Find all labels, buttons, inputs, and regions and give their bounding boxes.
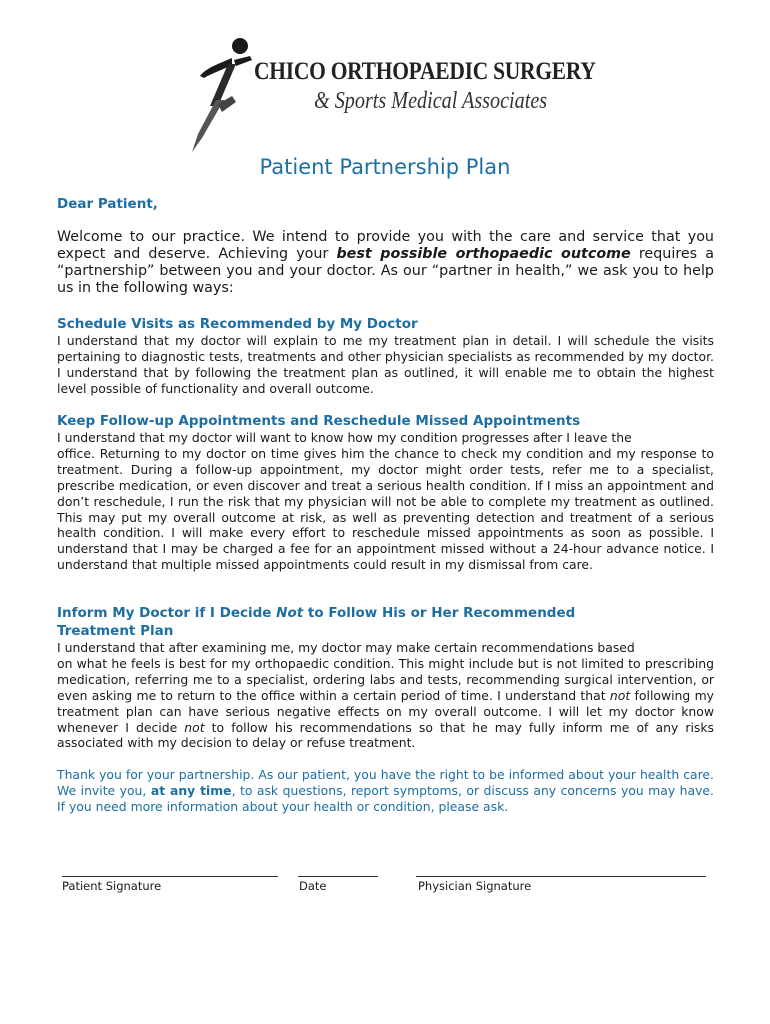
closing-emphasis: at any time: [150, 783, 232, 798]
running-figure-icon: [188, 34, 268, 154]
section-body: on what he feels is best for my orthopaedic condition. This might include but is not limited to prescribing medication, referring me to a specialist, ordering labs and tests, recommending surgical intervention, or even asking me to return to the office within a certain period of time. I understand that not following my treatment plan can have serious negative effects on my overall outcome. I will let my doctor know whenever I decide not to follow his recommendations so that he may fully inform me of any risks associated with my decision to delay or refuse treatment.: [57, 655, 715, 751]
section-body: office. Returning to my doctor on time gives him the chance to check my condition and my response to treatment. During a follow-up appointment, my doctor might order tests, refer me to a specialist, prescribe medication, or even discover and treat a serious health condition. If I miss an appointment and don’t reschedule, I run the risk that my physician will not be able to complete my treatment as outlined. This may put my overall outcome at risk, as well as preventing detection and treatment of a serious health condition. I will make every effort to reschedule missed appointments as soon as possible. I understand that I may be charged a fee for an appointment missed without a 24-hour advance notice. I understand that multiple missed appointments could result in my dismissal from care.: [57, 445, 714, 573]
patient-signature-line[interactable]: [62, 876, 278, 877]
date-label: Date: [299, 879, 327, 893]
closing-paragraph: Thank you for your partnership. As our patient, you have the right to be informed about your health care. We invite you, at any time, to ask questions, report symptoms, or discuss any concerns you may have. If you need more information about your health or condition, please ask.: [57, 767, 714, 814]
section-inform-doctor: [57, 604, 714, 751]
salutation: Dear Patient,: [57, 196, 158, 212]
practice-logo: [188, 34, 596, 154]
date-line[interactable]: [298, 876, 378, 877]
physician-signature-line[interactable]: [416, 876, 706, 877]
section-heading: Keep Follow-up Appointments and Reschedule Missed Appointments: [57, 413, 581, 429]
section-body: I understand that my doctor will explain to me my treatment plan in detail. I will schedule the visits pertaining to diagnostic tests, treatments and other physician specialists as recommended by my doctor. I understand that by following the treatment plan as outlined, it will enable me to obtain the highest level possible of functionality and overall outcome.: [57, 333, 714, 396]
patient-signature-label: Patient Signature: [62, 879, 162, 893]
logo-title: CHICO ORTHOPAEDIC SURGERY: [254, 58, 596, 85]
section-heading: Schedule Visits as Recommended by My Doctor: [57, 316, 418, 332]
section-body-first-line: I understand that after examining me, my doctor may make certain recommendations based: [57, 640, 635, 655]
section-schedule-visits: [57, 315, 714, 397]
intro-emphasis: best possible orthopaedic outcome: [336, 246, 631, 262]
logo-subtitle: & Sports Medical Associates: [314, 88, 548, 114]
document-title: Patient Partnership Plan: [259, 155, 511, 179]
section-follow-up: [57, 412, 714, 573]
section-body-first-line: I understand that my doctor will want to know how my condition progresses after I leave the: [57, 430, 632, 445]
physician-signature-label: Physician Signature: [418, 879, 532, 893]
section-heading: Inform My Doctor if I Decide Not to Follow His or Her Recommended Treatment Plan: [57, 605, 576, 639]
intro-paragraph: Welcome to our practice. We intend to provide you with the care and service that you expect and deserve. Achieving your best possible orthopaedic outcome requires a “partnership” between you and your doctor. As our “partner in health,” we ask you to help us in the following ways:: [57, 229, 714, 296]
